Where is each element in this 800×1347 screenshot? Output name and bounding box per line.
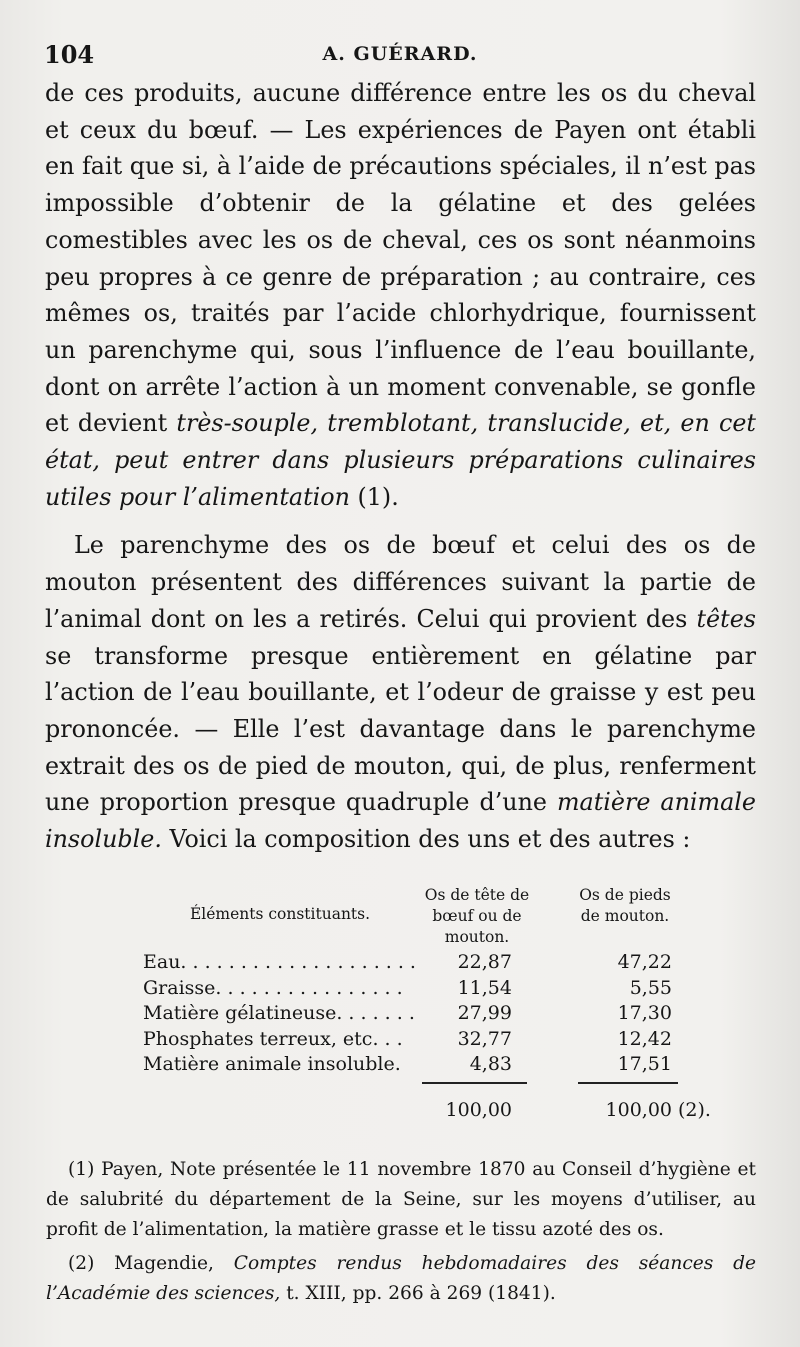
sum-rule-pieds (578, 1082, 678, 1084)
row-value-pieds: 47,22 (617, 951, 672, 973)
header-col-pieds: Os de pieds de mouton. (579, 886, 671, 925)
body-text (45, 75, 756, 858)
table-row (140, 1053, 720, 1079)
paragraph-1-text: de ces produits, aucune différence entre les os du cheval et ceux du bœuf. — Les expériences de Payen ont établi en fait que si, à l’aide de précautions spéciales, il n’est pas impossible d’obtenir de la gélatine et des gelées comestibles avec les os de cheval, ces os sont néanmoins peu propres à ce genre de préparation ; au contraire, ces mêmes os, traités par l’acide chlorhydrique, fournissent un parenchyme qui, sous l’influence de l’eau bouillante, dont on arrête l’action à un moment convenable, se gonfle et devient (45, 79, 756, 438)
row-label: Phosphates terreux, etc. . . (143, 1027, 403, 1050)
composition-table (140, 885, 720, 1121)
row-value-tete: 27,99 (457, 1002, 512, 1024)
row-value-tete: 11,54 (457, 976, 512, 999)
page-number: 104 (44, 40, 95, 69)
row-value-pieds: 12,42 (617, 1027, 672, 1050)
paragraph-2-text-c: Voici la composition des uns et des autres : (161, 825, 691, 854)
row-value-tete: 4,83 (469, 1053, 512, 1075)
paragraph-1-italic: très-souple, tremblotant, translucide, et, en cet état, peut entrer dans plusieurs préparations culinaires utiles pour l’alimentation (45, 409, 756, 511)
table-row (140, 1028, 720, 1054)
paragraph-2-text-b: se transforme presque entièrement en gélatine par l’action de l’eau bouillante, et l’odeur de graisse y est peu prononcée. — Elle l’est davantage dans le parenchyme extrait des os de pied de mouton, qui, de plus, renferment une proportion presque quadruple d’une (45, 641, 756, 817)
sum-rule-tete (422, 1082, 527, 1084)
paragraph-2-italic-a: têtes (696, 604, 756, 633)
row-value-pieds: 17,51 (617, 1053, 672, 1075)
paragraph-2-text-a: Le parenchyme des os de bœuf et celui des os de mouton présentent des différences suivant la partie de l’animal dont on les a retirés. Celui qui provient des (45, 531, 756, 633)
header-elements: Éléments constituants. (189, 905, 371, 923)
row-value-pieds: 17,30 (617, 1002, 672, 1024)
row-value-tete: 22,87 (457, 951, 512, 973)
paragraph-2-italic-b: matière animale insoluble. (45, 788, 756, 854)
footnote-ref-1: (1). (349, 482, 399, 511)
footnote-2-prefix: (2) Magendie, (68, 1253, 234, 1274)
row-label: Matière gélatineuse. . . . . . . (143, 1002, 415, 1024)
header-col-tete: Os de tête de bœuf ou de mouton. (424, 886, 530, 946)
row-label: Eau. . . . . . . . . . . . . . . . . . . . (143, 951, 416, 973)
table-row (140, 1002, 720, 1028)
table-row (140, 977, 720, 1003)
footnote-1: (1) Payen, Note présentée le 11 novembre 1870 au Conseil d’hygiène et de salubrité du département de la Seine, sur les moyens d’utiliser, au profit de l’alimentation, la matière grasse et le tissu azoté des os. (46, 1159, 756, 1240)
total-tete: 100,00 (445, 1099, 512, 1121)
row-label: Graisse. . . . . . . . . . . . . . . . (143, 976, 403, 999)
row-value-pieds: 5,55 (629, 976, 672, 999)
table-row (140, 951, 720, 977)
paragraph-1 (45, 75, 756, 515)
footnote-ref-2: (2). (678, 1099, 711, 1121)
footnotes (46, 1155, 756, 1309)
row-label: Matière animale insoluble. (143, 1053, 401, 1075)
table-header (140, 885, 720, 951)
footnote-2 (46, 1249, 756, 1309)
running-head (44, 40, 756, 76)
footnote-2-suffix: t. XIII, pp. 266 à 269 (1841). (280, 1283, 556, 1304)
row-value-tete: 32,77 (457, 1027, 512, 1050)
total-pieds: 100,00 (605, 1099, 672, 1121)
running-head-author: A. GUÉRARD. (322, 43, 478, 65)
footnote-2-title: Comptes rendus hebdomadaires des séances de l’Académie des sciences, (46, 1253, 756, 1304)
paragraph-2 (45, 527, 756, 857)
